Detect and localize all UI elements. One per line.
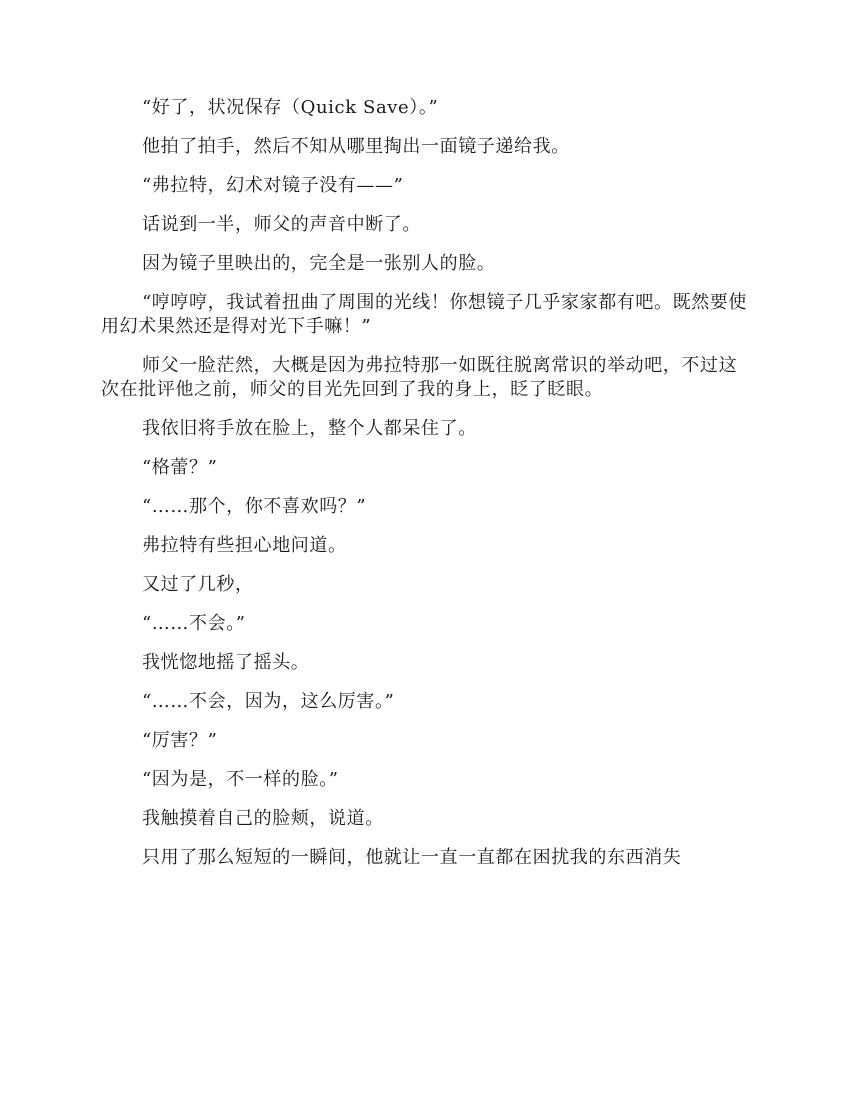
paragraph: 师父一脸茫然，大概是因为弗拉特那一如既往脱离常识的举动吧，不过这次在批评他之前，师父的目光先回到了我的身上，眨了眨眼。 — [101, 355, 738, 400]
paragraph: 我恍惚地摇了摇头。 — [142, 652, 310, 673]
paragraph: 我依旧将手放在脸上，整个人都呆住了。 — [142, 418, 477, 439]
paragraph: 又过了几秒， — [142, 574, 254, 595]
paragraph: 只用了那么短短的一瞬间，他就让一直一直都在困扰我的东西消失 — [142, 847, 682, 868]
paragraph: “……不会，因为，这么厉害。” — [142, 691, 395, 712]
paragraph: 弗拉特有些担心地问道。 — [142, 535, 347, 556]
paragraph: 因为镜子里映出的，完全是一张别人的脸。 — [142, 253, 496, 274]
paragraph: “……那个，你不喜欢吗？” — [142, 496, 367, 517]
paragraph: “弗拉特，幻术对镜子没有——” — [142, 175, 404, 196]
paragraph: “因为是，不一样的脸。” — [142, 769, 339, 790]
paragraph: “……不会。” — [142, 613, 246, 634]
body-text — [101, 96, 751, 885]
paragraph: “厉害？” — [142, 730, 218, 751]
paragraph: “哼哼哼，我试着扭曲了周围的光线！你想镜子几乎家家都有吧。既然要使用幻术果然还是得对光下手嘛！” — [101, 292, 747, 337]
paragraph: “格蕾？” — [142, 457, 218, 478]
paragraph: 话说到一半，师父的声音中断了。 — [142, 214, 421, 235]
paragraph: 我触摸着自己的脸颊，说道。 — [142, 808, 384, 829]
paragraph: “好了，状况保存（Quick Save）。” — [142, 97, 439, 118]
paragraph: 他拍了拍手，然后不知从哪里掏出一面镜子递给我。 — [142, 136, 570, 157]
